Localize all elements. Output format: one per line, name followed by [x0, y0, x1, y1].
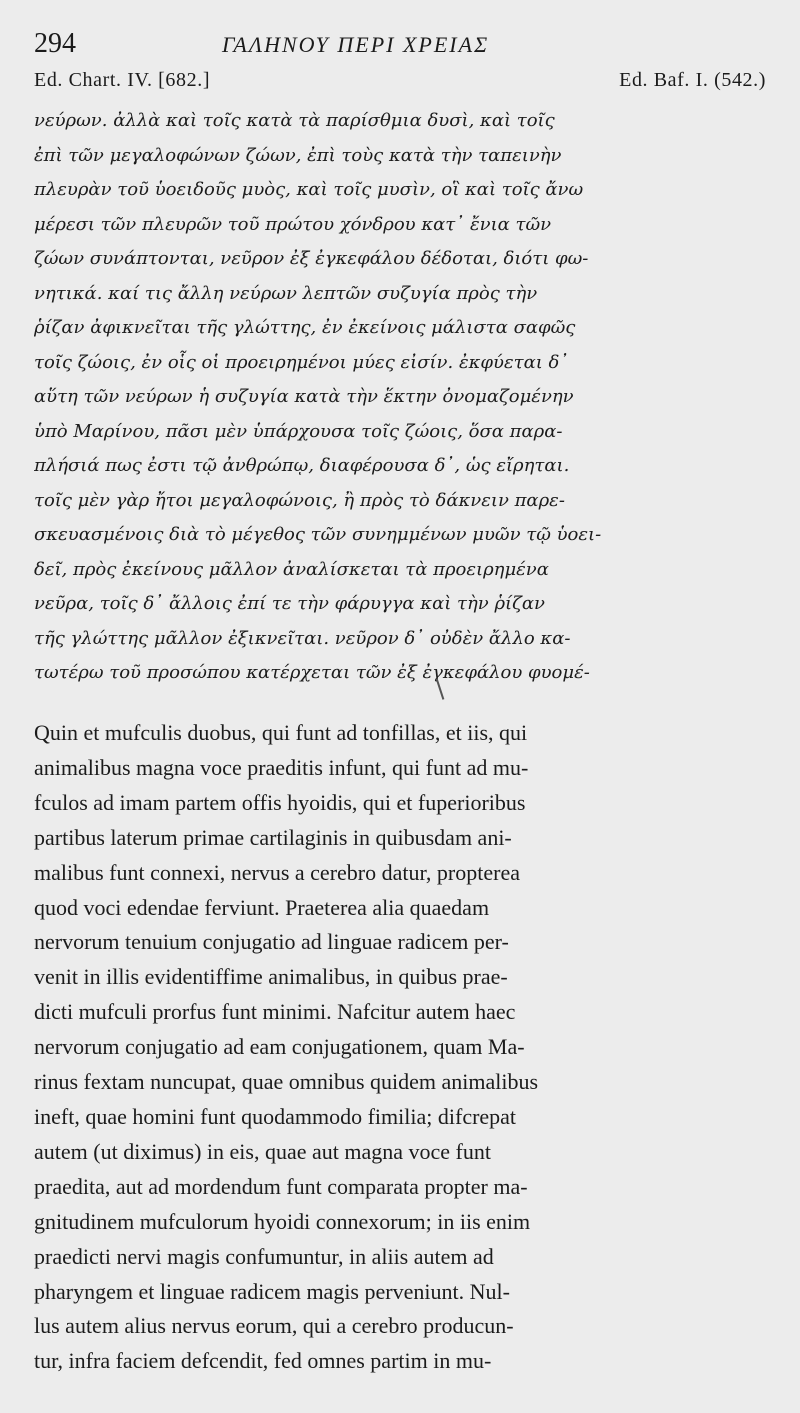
greek-line: νεύρων. ἀλλὰ καὶ τοῖς κατὰ τὰ παρίσθμια δυσὶ, καὶ τοῖς — [34, 110, 555, 131]
latin-line: venit in illis evidentiffime animalibus, in quibus prae- — [34, 964, 508, 990]
greek-line: ζώων συνάπτονται, νεῦρον ἐξ ἐγκεφάλου δέδοται, διότι φω- — [34, 248, 589, 269]
latin-line: rinus fextam nuncupat, quae omnibus quidem animalibus — [34, 1069, 539, 1095]
greek-text-block — [34, 104, 766, 691]
latin-line: lus autem alius nervus eorum, qui a cerebro producun- — [34, 1313, 514, 1339]
greek-line: ἐπὶ τῶν μεγαλοφώνων ζώων, ἐπὶ τοὺς κατὰ τὴν ταπεινὴν — [34, 144, 562, 166]
latin-line: ineft, quae homini funt quodammodo fimilia; difcrepat — [34, 1103, 517, 1129]
edition-reference-line — [34, 69, 766, 99]
latin-line: gnitudinem mufculorum hyoidi connexorum; in iis enim — [34, 1208, 531, 1234]
greek-line: τῆς γλώττης μᾶλλον ἐξικνεῖται. νεῦρον δ᾽ οὐδὲν ἄλλο κα- — [34, 627, 571, 649]
latin-line: malibus funt connexi, nervus a cerebro datur, propterea — [34, 859, 520, 885]
latin-line: autem (ut diximus) in eis, quae aut magna voce funt — [34, 1138, 491, 1164]
latin-line: animalibus magna voce praeditis infunt, qui funt ad mu- — [34, 754, 529, 780]
greek-line: δεῖ, πρὸς ἐκείνους μᾶλλον ἀναλίσκεται τὰ προειρημένα — [34, 558, 549, 580]
latin-line: quod voci edendae ferviunt. Praeterea alia quaedam — [34, 894, 490, 920]
latin-line: praedita, aut ad mordendum funt comparata propter ma- — [34, 1173, 528, 1199]
latin-text-block — [34, 716, 766, 1379]
latin-line: fculos ad imam partem offis hyoidis, qui et fuperioribus — [34, 789, 526, 815]
greek-line: τοῖς ζώοις, ἐν οἷς οἱ προειρημένοι μύες εἰσίν. ἐκφύεται δ᾽ — [34, 351, 569, 373]
page-number: 294 — [34, 28, 76, 59]
greek-line: ὑπὸ Μαρίνου, πᾶσι μὲν ὑπάρχουσα τοῖς ζώοις, ὅσα παρα- — [34, 420, 563, 442]
edition-left: Ed. Chart. IV. [682.] — [34, 69, 211, 91]
greek-line: αὕτη τῶν νεύρων ἡ συζυγία κατὰ τὴν ἕκτην ὀνομαζομένην — [34, 386, 574, 407]
greek-line: σκευασμένοις διὰ τὸ μέγεθος τῶν συνημμένων μυῶν τῷ ὑοει- — [34, 524, 602, 545]
latin-line: Quin et mufculis duobus, qui funt ad tonfillas, et iis, qui — [34, 720, 528, 745]
greek-line: πλευρὰν τοῦ ὑοειδοῦς μυὸς, καὶ τοῖς μυσὶν, οἳ καὶ τοῖς ἄνω — [34, 179, 584, 200]
page-header — [34, 28, 766, 64]
latin-line: dicti mufculi prorfus funt minimi. Nafcitur autem haec — [34, 999, 516, 1025]
running-title: ΓΑΛΗΝΟΥ ΠΕΡΙ ΧΡΕΙΑΣ — [222, 32, 490, 57]
greek-line: τοῖς μὲν γὰρ ἤτοι μεγαλοφώνοις, ἢ πρὸς τὸ δάκνειν παρε- — [34, 489, 565, 511]
greek-line: νεῦρα, τοῖς δ᾽ ἄλλοις ἐπί τε τὴν φάρυγγα καὶ τὴν ῥίζαν — [34, 593, 545, 614]
greek-line: μέρεσι τῶν πλευρῶν τοῦ πρώτου χόνδρου κατ᾽ ἔνια τῶν — [34, 213, 552, 235]
latin-line: tur, infra faciem defcendit, fed omnes partim in mu- — [34, 1348, 492, 1374]
greek-line: τωτέρω τοῦ προσώπου κατέρχεται τῶν ἐξ ἐγκεφάλου φυομέ- — [34, 662, 590, 683]
latin-line: nervorum conjugatio ad eam conjugationem, quam Ma- — [34, 1034, 525, 1060]
latin-line: partibus laterum primae cartilaginis in quibusdam ani- — [34, 824, 512, 850]
latin-line: praedicti nervi magis confumuntur, in aliis autem ad — [34, 1243, 494, 1269]
edition-right: Ed. Baf. I. (542.) — [619, 69, 766, 91]
greek-line: ῥίζαν ἀφικνεῖται τῆς γλώττης, ἐν ἐκείνοις μάλιστα σαφῶς — [34, 317, 576, 338]
latin-line: pharyngem et linguae radicem magis perveniunt. Nul- — [34, 1278, 510, 1304]
latin-line: nervorum tenuium conjugatio ad linguae radicem per- — [34, 929, 509, 955]
greek-line: νητικά. καί τις ἄλλη νεύρων λεπτῶν συζυγία πρὸς τὴν — [34, 282, 538, 304]
greek-line: πλήσιά πως ἐστι τῷ ἀνθρώπῳ, διαφέρουσα δ᾽, ὡς εἴρηται. — [34, 455, 570, 476]
